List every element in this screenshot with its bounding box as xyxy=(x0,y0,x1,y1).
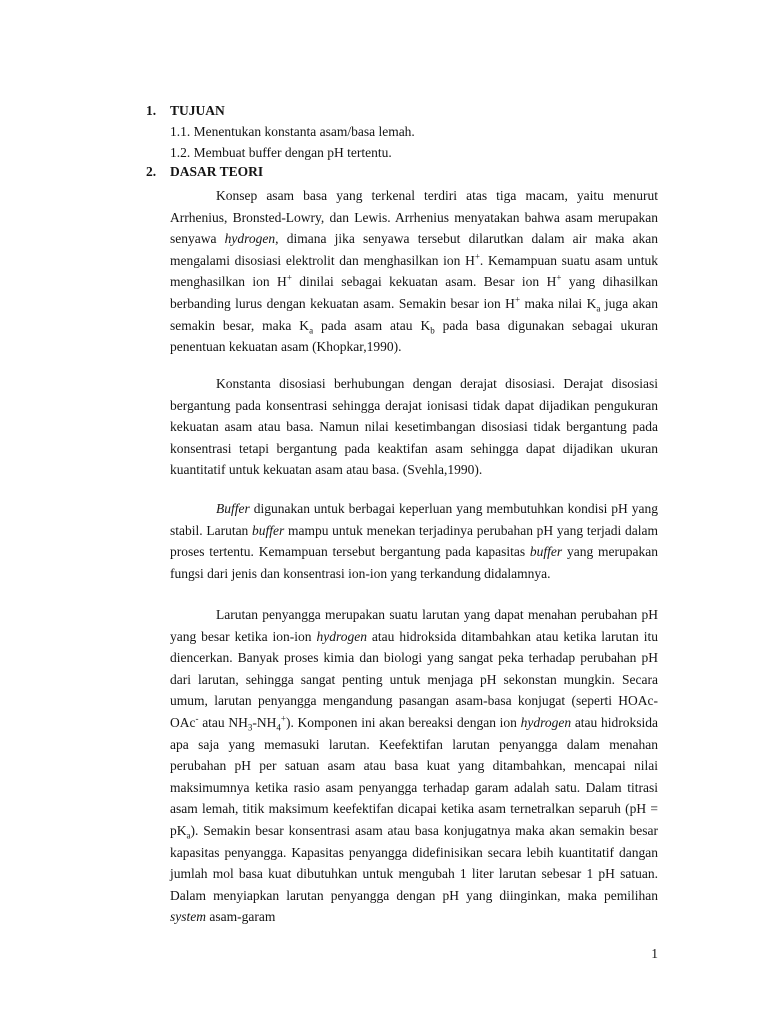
page-number: 1 xyxy=(651,946,658,961)
paragraph-acid-base-concept: Konsep asam basa yang terkenal terdiri atas tiga macam, yaitu menurut Arrhenius, Bronsted-Lowry, dan Lewis. Arrhenius menyatakan bahwa asam merupakan senyawa hydrogen, dimana jika senyawa tersebut dilarutkan dalam air maka akan mengalami disosiasi elektrolit dan menghasilkan ion H+. Kemampuan suatu asam untuk menghasilkan ion H+ dinilai sebagai kekuatan asam. Besar ion H+ yang dihasilkan berbanding lurus dengan kekuatan asam. Semakin besar ion H+ maka nilai $K_a$ juga akan semakin besar, maka $K_a$ pada asam atau $K_b$ pada basa digunakan sebagai ukuran penentuan kekuatan asam (Khopkar,1990). xyxy=(170,188,659,355)
section-title: DASAR TEORI xyxy=(170,164,264,179)
paragraph-buffer: Buffer digunakan untuk berbagai keperluan yang membutuhkan kondisi pH yang stabil. Larutan buffer mampu untuk menekan terjadinya perubahan pH yang terjadi dalam proses tertentu. Kemampuan tersebut bergantung pada kapasitas buffer yang merupakan fungsi dari jenis dan konsentrasi ion-ion yang terkandung didalamnya. xyxy=(170,501,658,581)
section-title: TUJUAN xyxy=(170,103,225,118)
section-number: 2. xyxy=(146,164,157,179)
section-number: 1. xyxy=(146,103,157,118)
paragraph-dissociation-constant: Konstanta disosiasi berhubungan dengan derajat disosiasi. Derajat disosiasi bergantung pada konsentrasi sehingga derajat ionisasi tidak dapat dijadikan pengukuran kekuatan asam atau basa. Namun nilai kesetimbangan disosiasi tidak bergantung pada konsentrasi tetapi bergantung pada keaktifan asam sehingga dapat dijadikan ukuran kuantitatif untuk kekuatan asam atau basa. (Svehla,1990). xyxy=(170,376,658,478)
objective-item: 1.2. Membuat buffer dengan pH tertentu. xyxy=(170,145,392,160)
paragraph-buffer-solution: Larutan penyangga merupakan suatu larutan yang dapat menahan perubahan pH yang besar ketika ion-ion hydrogen atau hidroksida ditambahkan atau ketika larutan itu diencerkan. Banyak proses kimia dan biologi yang sangat peka terhadap perubahan pH dari larutan, sehingga sangat penting untuk menjaga pH sekonstan mungkin. Secara umum, larutan penyangga mengandung pasangan asam-basa konjugat (seperti HOAc-OAc- atau $NH_3-NH_4^+$). Komponen ini akan bereaksi dengan ion hydrogen atau hidroksida apa saja yang memasuki larutan. Keefektifan larutan penyangga dalam menahan perubahan pH per satuan asam atau basa kuat yang ditambahkan, mencapai nilai maksimumnya ketika rasio asam penyangga terhadap garam adalah satu. Dalam titrasi asam lemah, titik maksimum keefektifan dicapai ketika asam ternetralkan separuh $(pH = pK_a)$. Semakin besar konsentrasi asam atau basa konjugatnya maka akan semakin besar kapasitas penyangga. Kapasitas penyangga didefinisikan secara lebih kuantitatif dangan jumlah mol basa kuat dibutuhkan untuk mengubah 1 liter larutan sebesar 1 pH satuan. Dalam menyiapkan larutan penyangga dengan pH yang diinginkan, maka pemilihan system asam-garam xyxy=(170,607,658,925)
objective-item: 1.1. Menentukan konstanta asam/basa lemah. xyxy=(170,124,415,139)
